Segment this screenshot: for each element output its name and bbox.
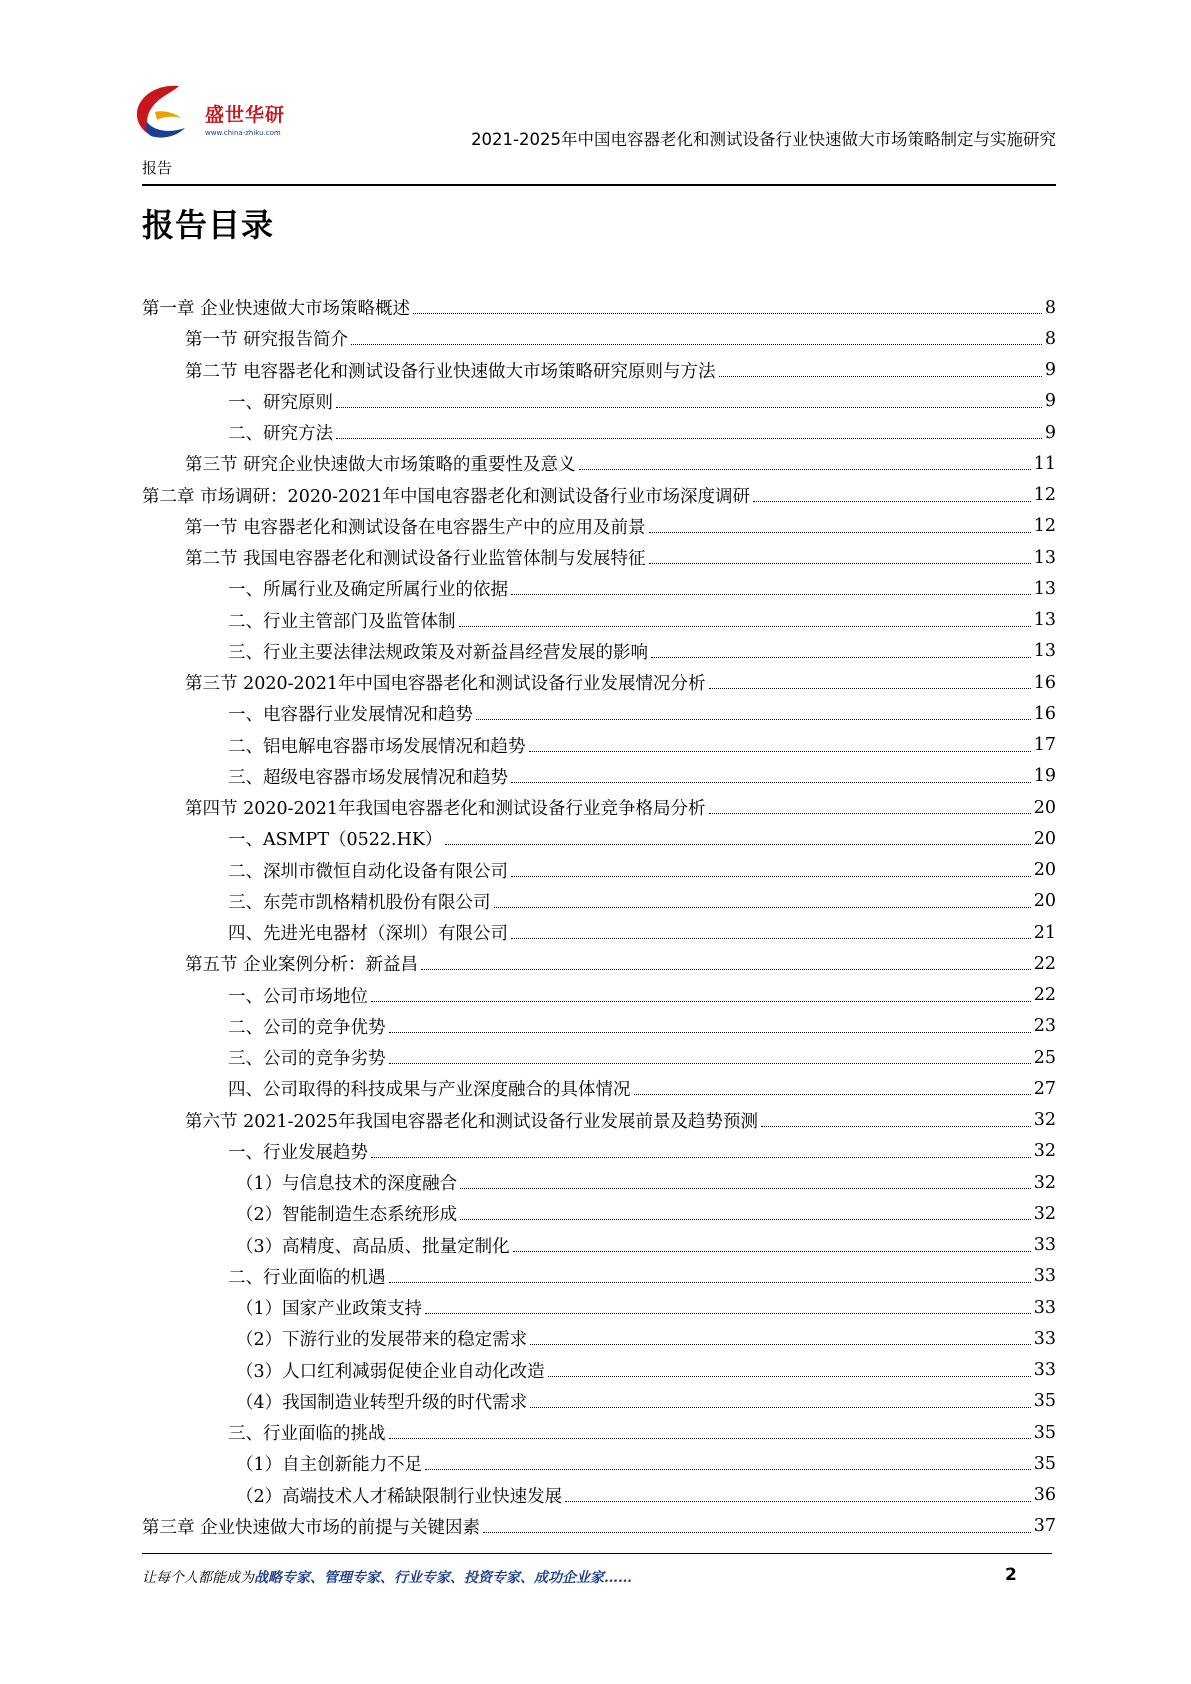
toc-entry-page: 12 — [1033, 516, 1056, 537]
toc-entry[interactable] — [142, 1105, 1056, 1136]
toc-entry-title: 第三节 2020-2021年中国电容器老化和测试设备行业发展情况分析 — [185, 674, 706, 695]
footer-slogan — [142, 1567, 632, 1587]
toc-entry[interactable] — [142, 292, 1056, 323]
toc-entry[interactable] — [142, 1386, 1056, 1417]
toc-entry-title: 一、行业发展趋势 — [228, 1142, 368, 1163]
toc-entry-page: 13 — [1033, 547, 1056, 568]
toc-entry-page: 32 — [1033, 1203, 1056, 1224]
toc-entry[interactable] — [142, 1355, 1056, 1386]
toc-entry-title: （2）高端技术人才稀缺限制行业快速发展 — [236, 1486, 563, 1507]
toc-dot-leader — [709, 688, 1031, 689]
toc-dot-leader — [511, 594, 1031, 595]
toc-entry[interactable] — [142, 1261, 1056, 1292]
toc-entry-page: 20 — [1033, 797, 1056, 818]
toc-entry-page: 36 — [1033, 1485, 1056, 1506]
toc-entry-page: 17 — [1033, 735, 1056, 756]
toc-dot-leader — [425, 1313, 1031, 1314]
toc-entry-page: 9 — [1044, 422, 1056, 443]
toc-entry-title: 二、铝电解电容器市场发展情况和趋势 — [228, 736, 526, 757]
toc-entry-page: 20 — [1033, 828, 1056, 849]
toc-entry-title: 三、超级电容器市场发展情况和趋势 — [228, 767, 508, 788]
toc-entry[interactable] — [142, 761, 1056, 792]
toc-entry[interactable] — [142, 948, 1056, 979]
toc-entry-page: 21 — [1033, 922, 1056, 943]
toc-entry-title: 一、研究原则 — [228, 392, 333, 413]
toc-entry[interactable] — [142, 323, 1056, 354]
toc-entry-page: 33 — [1033, 1235, 1056, 1256]
toc-entry-title: 二、行业主管部门及监管体制 — [228, 611, 456, 632]
toc-entry-title: （1）自主创新能力不足 — [236, 1455, 423, 1476]
toc-dot-leader — [513, 1251, 1031, 1252]
toc-dot-leader — [459, 626, 1031, 627]
toc-entry-title: 一、ASMPT（0522.HK） — [228, 830, 443, 851]
toc-dot-leader — [494, 907, 1031, 908]
toc-entry-title: （2）下游行业的发展带来的稳定需求 — [236, 1330, 528, 1351]
toc-entry-title: 第一章 企业快速做大市场策略概述 — [142, 299, 411, 320]
toc-entry-title: 第三章 企业快速做大市场的前提与关键因素 — [142, 1517, 481, 1538]
toc-dot-leader — [389, 1032, 1031, 1033]
toc-dot-leader — [511, 938, 1031, 939]
toc-entry-page: 13 — [1033, 578, 1056, 599]
toc-entry[interactable] — [142, 886, 1056, 917]
toc-dot-leader — [649, 563, 1031, 564]
toc-entry[interactable] — [142, 1011, 1056, 1042]
toc-dot-leader — [530, 1344, 1031, 1345]
toc-entry-page: 32 — [1033, 1172, 1056, 1193]
toc-entry[interactable] — [142, 698, 1056, 729]
toc-entry-title: 第二节 我国电容器老化和测试设备行业监管体制与发展特征 — [185, 549, 646, 570]
toc-entry-page: 35 — [1033, 1422, 1056, 1443]
footer-slogan-suffix: …… — [604, 1570, 632, 1586]
toc-entry[interactable] — [142, 1230, 1056, 1261]
toc-entry-title: 第四节 2020-2021年我国电容器老化和测试设备行业竞争格局分析 — [185, 799, 706, 820]
toc-dot-leader — [445, 844, 1030, 845]
toc-entry[interactable] — [142, 792, 1056, 823]
footer-divider — [142, 1553, 1052, 1554]
toc-dot-leader — [389, 1282, 1031, 1283]
toc-dot-leader — [336, 438, 1042, 439]
toc-entry-page: 20 — [1033, 891, 1056, 912]
toc-dot-leader — [389, 1438, 1031, 1439]
toc-dot-leader — [351, 344, 1042, 345]
toc-entry-page: 32 — [1033, 1110, 1056, 1131]
toc-entry[interactable] — [142, 511, 1056, 542]
toc-entry-page: 33 — [1033, 1360, 1056, 1381]
toc-dot-leader — [565, 1501, 1031, 1502]
toc-entry[interactable] — [142, 667, 1056, 698]
toc-entry-title: 第一节 研究报告简介 — [185, 330, 349, 351]
toc-dot-leader — [634, 1094, 1031, 1095]
document-title: 2021-2025年中国电容器老化和测试设备行业快速做大市场策略制定与实施研究 — [471, 130, 1056, 149]
logo-swoosh-icon — [133, 82, 205, 146]
toc-entry-title: 三、行业面临的挑战 — [228, 1424, 386, 1445]
toc-entry-title: 四、先进光电器材（深圳）有限公司 — [228, 924, 508, 945]
toc-entry[interactable] — [142, 480, 1056, 511]
toc-entry-title: 第三节 研究企业快速做大市场策略的重要性及意义 — [185, 455, 576, 476]
toc-dot-leader — [336, 407, 1042, 408]
toc-entry[interactable] — [142, 573, 1056, 604]
footer-slogan-highlight: 战略专家、管理专家、行业专家、投资专家、成功企业家 — [254, 1570, 604, 1586]
toc-entry-page: 12 — [1033, 485, 1056, 506]
toc-entry-page: 35 — [1033, 1391, 1056, 1412]
toc-dot-leader — [579, 469, 1031, 470]
toc-dot-leader — [460, 1188, 1031, 1189]
toc-entry-title: 三、行业主要法律法规政策及对新益昌经营发展的影响 — [228, 642, 648, 663]
toc-entry-title: （1）与信息技术的深度融合 — [236, 1174, 458, 1195]
toc-dot-leader — [719, 376, 1042, 377]
toc-entry-page: 27 — [1033, 1078, 1056, 1099]
toc-dot-leader — [753, 501, 1031, 502]
toc-entry[interactable] — [142, 355, 1056, 386]
toc-entry-title: （2）智能制造生态系统形成 — [236, 1205, 458, 1226]
toc-entry-title: （3）人口红利减弱促使企业自动化改造 — [236, 1361, 545, 1382]
toc-dot-leader — [460, 1219, 1031, 1220]
toc-entry-title: 四、公司取得的科技成果与产业深度融合的具体情况 — [228, 1080, 631, 1101]
toc-dot-leader — [511, 782, 1031, 783]
toc-entry-page: 19 — [1033, 766, 1056, 787]
toc-entry-title: 一、所属行业及确定所属行业的依据 — [228, 580, 508, 601]
toc-entry-page: 8 — [1044, 328, 1056, 349]
toc-entry-title: （1）国家产业政策支持 — [236, 1299, 423, 1320]
toc-entry-page: 16 — [1033, 672, 1056, 693]
toc-entry-page: 9 — [1044, 391, 1056, 412]
toc-entry-page: 20 — [1033, 860, 1056, 881]
toc-entry[interactable] — [142, 542, 1056, 573]
table-of-contents — [142, 292, 1056, 1542]
toc-entry-page: 22 — [1033, 985, 1056, 1006]
toc-dot-leader — [425, 1469, 1031, 1470]
logo-name: 盛世华研 — [205, 104, 286, 126]
toc-dot-leader — [649, 532, 1031, 533]
toc-entry[interactable] — [142, 448, 1056, 479]
toc-entry-page: 13 — [1033, 641, 1056, 662]
toc-entry-title: 第二章 市场调研：2020-2021年中国电容器老化和测试设备行业市场深度调研 — [142, 486, 751, 507]
toc-dot-leader — [530, 1407, 1031, 1408]
toc-entry[interactable] — [142, 417, 1056, 448]
toc-entry-title: 第六节 2021-2025年我国电容器老化和测试设备行业发展前景及趋势预测 — [185, 1111, 759, 1132]
toc-entry-title: 第五节 企业案例分析：新益昌 — [185, 955, 419, 976]
page-heading: 报告目录 — [142, 206, 275, 244]
toc-entry-title: 三、公司的竞争劣势 — [228, 1049, 386, 1070]
toc-entry-title: （4）我国制造业转型升级的时代需求 — [236, 1392, 528, 1413]
toc-entry-title: 第一节 电容器老化和测试设备在电容器生产中的应用及前景 — [185, 517, 646, 538]
toc-entry-page: 16 — [1033, 703, 1056, 724]
toc-entry[interactable] — [142, 730, 1056, 761]
document-type: 报告 — [142, 159, 173, 177]
toc-entry[interactable] — [142, 1323, 1056, 1354]
toc-entry[interactable] — [142, 605, 1056, 636]
toc-dot-leader — [761, 1126, 1031, 1127]
page-number: 2 — [1005, 1565, 1017, 1585]
toc-entry[interactable] — [142, 1480, 1056, 1511]
toc-entry-page: 23 — [1033, 1016, 1056, 1037]
toc-entry-title: 第二节 电容器老化和测试设备行业快速做大市场策略研究原则与方法 — [185, 361, 716, 382]
logo-url: www.china-zhiku.com — [205, 129, 281, 137]
toc-entry-page: 8 — [1044, 297, 1056, 318]
toc-entry-title: 二、研究方法 — [228, 424, 333, 445]
toc-entry[interactable] — [142, 823, 1056, 854]
toc-entry-page: 25 — [1033, 1047, 1056, 1068]
toc-entry[interactable] — [142, 636, 1056, 667]
toc-entry-page: 37 — [1033, 1516, 1056, 1537]
toc-dot-leader — [709, 813, 1031, 814]
toc-dot-leader — [421, 969, 1031, 970]
toc-dot-leader — [483, 1532, 1031, 1533]
toc-dot-leader — [389, 1063, 1031, 1064]
toc-entry[interactable] — [142, 1417, 1056, 1448]
toc-entry-title: 三、东莞市凯格精机股份有限公司 — [228, 892, 491, 913]
toc-entry-page: 22 — [1033, 953, 1056, 974]
toc-dot-leader — [413, 313, 1042, 314]
toc-dot-leader — [651, 657, 1031, 658]
toc-entry-page: 9 — [1044, 360, 1056, 381]
toc-entry-title: 一、公司市场地位 — [228, 986, 368, 1007]
toc-entry[interactable] — [142, 1136, 1056, 1167]
toc-dot-leader — [548, 1376, 1031, 1377]
toc-entry[interactable] — [142, 855, 1056, 886]
toc-entry[interactable] — [142, 1292, 1056, 1323]
toc-entry[interactable] — [142, 1073, 1056, 1104]
toc-entry-title: 二、公司的竞争优势 — [228, 1017, 386, 1038]
toc-entry-title: 一、电容器行业发展情况和趋势 — [228, 705, 473, 726]
toc-dot-leader — [529, 751, 1031, 752]
company-logo — [133, 82, 323, 146]
toc-entry[interactable] — [142, 1511, 1056, 1542]
footer-slogan-prefix: 让每个人都能成为 — [142, 1570, 254, 1586]
toc-dot-leader — [371, 1001, 1031, 1002]
toc-entry-page: 13 — [1033, 610, 1056, 631]
toc-entry[interactable] — [142, 1167, 1056, 1198]
toc-entry-title: 二、行业面临的机遇 — [228, 1267, 386, 1288]
toc-entry-page: 33 — [1033, 1266, 1056, 1287]
toc-entry[interactable] — [142, 1042, 1056, 1073]
toc-dot-leader — [511, 876, 1031, 877]
toc-entry-page: 33 — [1033, 1297, 1056, 1318]
toc-entry[interactable] — [142, 386, 1056, 417]
toc-entry-title: 二、深圳市微恒自动化设备有限公司 — [228, 861, 508, 882]
toc-entry[interactable] — [142, 917, 1056, 948]
header-divider — [142, 184, 1056, 186]
toc-entry-title: （3）高精度、高品质、批量定制化 — [236, 1236, 510, 1257]
toc-entry-page: 33 — [1033, 1328, 1056, 1349]
toc-dot-leader — [476, 719, 1031, 720]
toc-entry-page: 35 — [1033, 1453, 1056, 1474]
toc-entry[interactable] — [142, 1198, 1056, 1229]
toc-entry[interactable] — [142, 1448, 1056, 1479]
toc-entry-page: 11 — [1033, 453, 1056, 474]
toc-dot-leader — [371, 1157, 1031, 1158]
toc-entry-page: 32 — [1033, 1141, 1056, 1162]
toc-entry[interactable] — [142, 980, 1056, 1011]
